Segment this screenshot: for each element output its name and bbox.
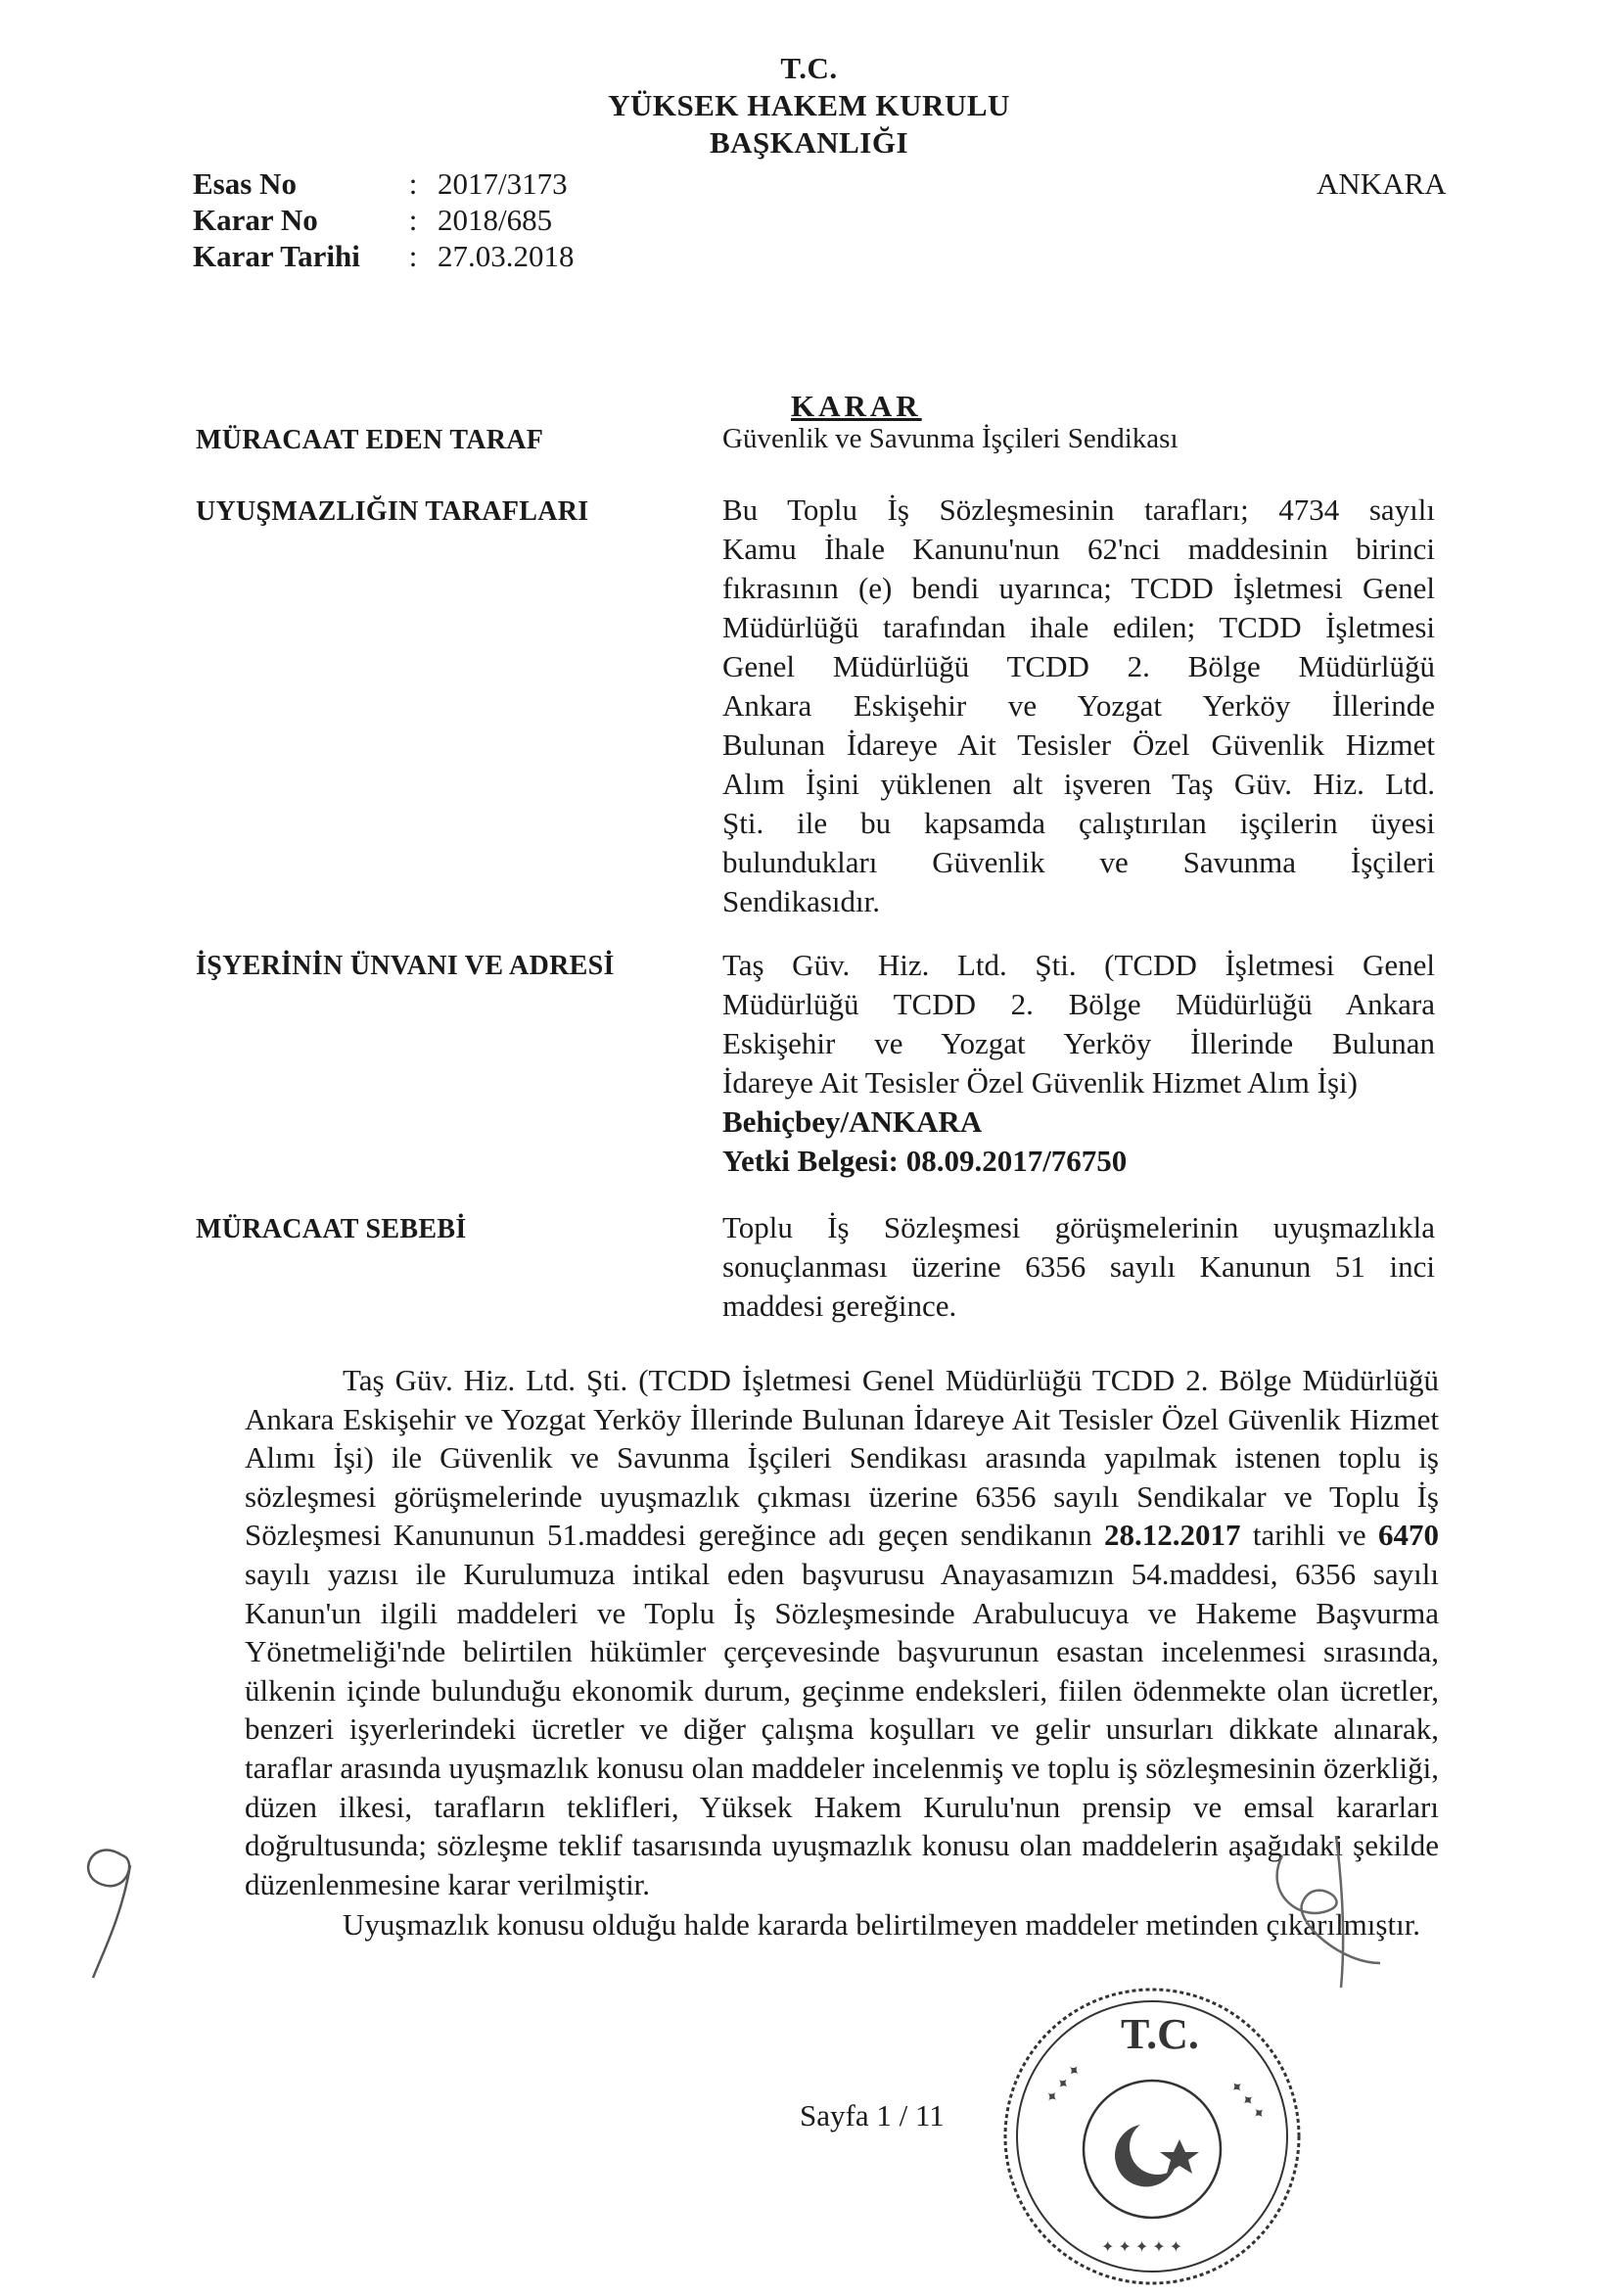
meta-label: Esas No bbox=[193, 166, 297, 201]
meta-label: Karar No bbox=[193, 203, 318, 237]
parties-line: bulundukları Güvenlik ve Savunma İşçileri bbox=[722, 845, 1435, 879]
meta-separator: : bbox=[408, 203, 418, 237]
parties-line: Şti. ile bu kapsamda çalıştırılan işçilerin üyesi bbox=[722, 806, 1435, 840]
parties-line: Müdürlüğü tarafından ihale edilen; TCDD İşletmesi bbox=[722, 610, 1435, 644]
body-text-part: sayılı yazısı ile Kurulumuza intikal eden başvurusu Anayasamızın 54.maddesi, 6356 sayılı Kanun'un ilgili maddeleri ve Toplu İş Sözleşmesinde Arabulucuya ve Hakeme Başvurma Yönetmeliği'nde belirtilen hükümler çerçevesinde başvurunun esastan incelenmesi sırasında, ülkenin içinde bulunduğu ekonomik durum, geçinme endeksleri, fiilen ödenmekte olan ücretler, benzeri işyerlerindeki ücretler ve diğer çalışma koşulları ve gelir unsurları dikkate alınarak, taraflar arasında uyuşmazlık konusu olan maddeler incelenmiş ve toplu iş sözleşmesinin özerkliği, düzen ilkesi, tarafların teklifleri, Yüksek Hakem Kurulu'nun prensip ve emsal kararları doğrultusunda; sözleşme teklif tasarısında uyuşmazlık konusu olan maddelerin aşağıdaki şekilde düzenlenmesine karar verilmiştir. bbox=[245, 1556, 1439, 1901]
header-presidency: BAŞKANLIĞI bbox=[709, 125, 909, 160]
stamp-top-text: T.C. bbox=[1121, 2010, 1199, 2058]
reason-label: MÜRACAAT SEBEBİ bbox=[196, 1214, 467, 1244]
parties-line: Kamu İhale Kanunu'nun 62'nci maddesinin birinci bbox=[722, 532, 1435, 566]
svg-text:✦ ✦ ✦: ✦ ✦ ✦ bbox=[1042, 2060, 1086, 2108]
header-tc: T.C. bbox=[780, 51, 838, 85]
workplace-line: Müdürlüğü TCDD 2. Bölge Müdürlüğü Ankara bbox=[722, 987, 1435, 1021]
meta-karar-no bbox=[193, 203, 552, 238]
body-number: 6470 bbox=[1378, 1518, 1440, 1553]
body-paragraph-2: Uyuşmazlık konusu olduğu halde kararda belirtilmeyen maddeler metinden çıkarılmıştır. bbox=[343, 1907, 1421, 1943]
workplace-text bbox=[722, 946, 1435, 1181]
page-number: Sayfa 1 / 11 bbox=[800, 2098, 945, 2132]
parties-line: Bulunan İdareye Ait Tesisler Özel Güvenlik Hizmet bbox=[722, 727, 1435, 762]
reason-line: maddesi gereğince. bbox=[722, 1289, 957, 1323]
reason-text bbox=[722, 1208, 1435, 1326]
decision-title: KARAR bbox=[791, 389, 922, 423]
parties-text bbox=[722, 491, 1435, 921]
svg-text:✦ ✦ ✦: ✦ ✦ ✦ bbox=[1225, 2077, 1269, 2125]
body-text-part: tarihli ve bbox=[1252, 1518, 1366, 1553]
workplace-label: İŞYERİNİN ÜNVANI VE ADRESİ bbox=[196, 951, 615, 981]
workplace-line: Taş Güv. Hiz. Ltd. Şti. (TCDD İşletmesi Genel bbox=[722, 948, 1435, 982]
svg-text:✦ ✦ ✦ ✦ ✦: ✦ ✦ ✦ ✦ ✦ bbox=[1101, 2239, 1183, 2256]
handwritten-mark-left bbox=[54, 1816, 162, 1983]
meta-karar-tarihi bbox=[193, 239, 575, 274]
reason-line: sonuçlanması üzerine 6356 sayılı Kanunun 51 inci bbox=[722, 1249, 1435, 1284]
parties-label: UYUŞMAZLIĞIN TARAFLARI bbox=[196, 496, 589, 527]
workplace-line: İdareye Ait Tesisler Özel Güvenlik Hizmet Alım İşi) bbox=[722, 1065, 1358, 1100]
applicant-label: MÜRACAAT EDEN TARAF bbox=[196, 425, 544, 455]
parties-line: Ankara Eskişehir ve Yozgat Yerköy İllerinde bbox=[722, 688, 1435, 723]
parties-line: fıkrasının (e) bendi uyarınca; TCDD İşletmesi Genel bbox=[722, 571, 1435, 605]
workplace-line: Eskişehir ve Yozgat Yerköy İllerinde Bulunan bbox=[722, 1026, 1435, 1060]
parties-line: Bu Toplu İş Sözleşmesinin tarafları; 4734 sayılı bbox=[722, 492, 1435, 527]
meta-separator: : bbox=[408, 166, 418, 201]
parties-line: Genel Müdürlüğü TCDD 2. Bölge Müdürlüğü bbox=[722, 649, 1435, 683]
meta-esas-no bbox=[193, 166, 568, 202]
official-seal-stamp bbox=[994, 1978, 1312, 2296]
meta-value: 27.03.2018 bbox=[438, 239, 575, 273]
workplace-authority: Yetki Belgesi: 08.09.2017/76750 bbox=[722, 1144, 1128, 1178]
header-institution: YÜKSEK HAKEM KURULU bbox=[608, 88, 1010, 122]
meta-value: 2017/3173 bbox=[438, 166, 568, 201]
header-city: ANKARA bbox=[1317, 166, 1447, 201]
meta-label: Karar Tarihi bbox=[193, 239, 360, 273]
body-date: 28.12.2017 bbox=[1104, 1518, 1241, 1553]
workplace-address: Behiçbey/ANKARA bbox=[722, 1104, 983, 1139]
meta-value: 2018/685 bbox=[438, 203, 553, 237]
meta-separator: : bbox=[408, 239, 418, 273]
parties-line: Sendikasıdır. bbox=[722, 884, 881, 918]
body-text-part: Taş Güv. Hiz. Ltd. Şti. (TCDD İşletmesi Genel Müdürlüğü TCDD 2. Bölge Müdürlüğü Ankara Eskişehir ve Yozgat Yerköy İllerinde Bulunan İdareye Ait Tesisler Özel Güvenlik Hizmet Alımı İşi) ile Güvenlik ve Savunma İşçileri Sendikası arasında yapılmak istenen toplu iş sözleşmesi görüşmelerinde uyuşmazlık çıkması üzerine 6356 sayılı Sendikalar ve Toplu İş Sözleşmesi Kanununun 51.maddesi gereğince adı geçen sendikanın bbox=[245, 1363, 1439, 1553]
handwritten-signature-right bbox=[1243, 1816, 1400, 1992]
parties-line: Alım İşini yüklenen alt işveren Taş Güv. Hiz. Ltd. bbox=[722, 767, 1435, 801]
applicant-text: Güvenlik ve Savunma İşçileri Sendikası bbox=[722, 423, 1179, 454]
reason-line: Toplu İş Sözleşmesi görüşmelerinin uyuşmazlıkla bbox=[722, 1210, 1435, 1244]
